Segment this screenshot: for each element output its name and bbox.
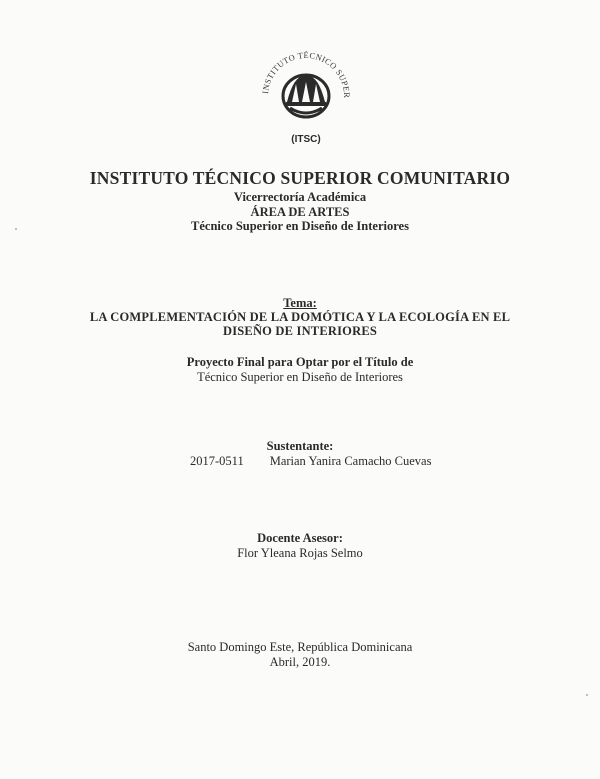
area-name: ÁREA DE ARTES (250, 205, 350, 219)
seal-acronym: (ITSC) (291, 134, 321, 145)
project-line-1: Proyecto Final para Optar por el Título de (186, 355, 414, 369)
institution-seal-logo (254, 38, 358, 148)
presenter-row (190, 454, 431, 469)
topic-label: Tema: (283, 296, 317, 310)
location-date: Abril, 2019. (269, 655, 331, 669)
presenter-name: Marian Yanira Camacho Cuevas (269, 454, 432, 468)
advisor-label: Docente Asesor: (257, 531, 343, 545)
vice-rectorate: Vicerrectoría Académica (233, 190, 367, 204)
location-place: Santo Domingo Este, República Dominicana (187, 640, 413, 654)
seal-ring-text: INSTITUTO TÉCNICO SUPER (261, 50, 352, 99)
topic-line-1: LA COMPLEMENTACIÓN DE LA DOMÓTICA Y LA ECOLOGÍA EN EL (89, 310, 511, 324)
project-line-2: Técnico Superior en Diseño de Interiores (197, 370, 403, 384)
advisor-name: Flor Yleana Rojas Selmo (237, 546, 363, 560)
seal-graphic (254, 38, 358, 148)
program-name: Técnico Superior en Diseño de Interiores (191, 219, 409, 233)
scan-speck (586, 694, 588, 696)
topic-line-2: DISEÑO DE INTERIORES (222, 324, 378, 338)
presenter-id: 2017-0511 (190, 454, 244, 468)
institution-title: INSTITUTO TÉCNICO SUPERIOR COMUNITARIO (89, 168, 511, 188)
seal-emblem (283, 75, 329, 117)
presenter-label: Sustentante: (266, 439, 334, 453)
